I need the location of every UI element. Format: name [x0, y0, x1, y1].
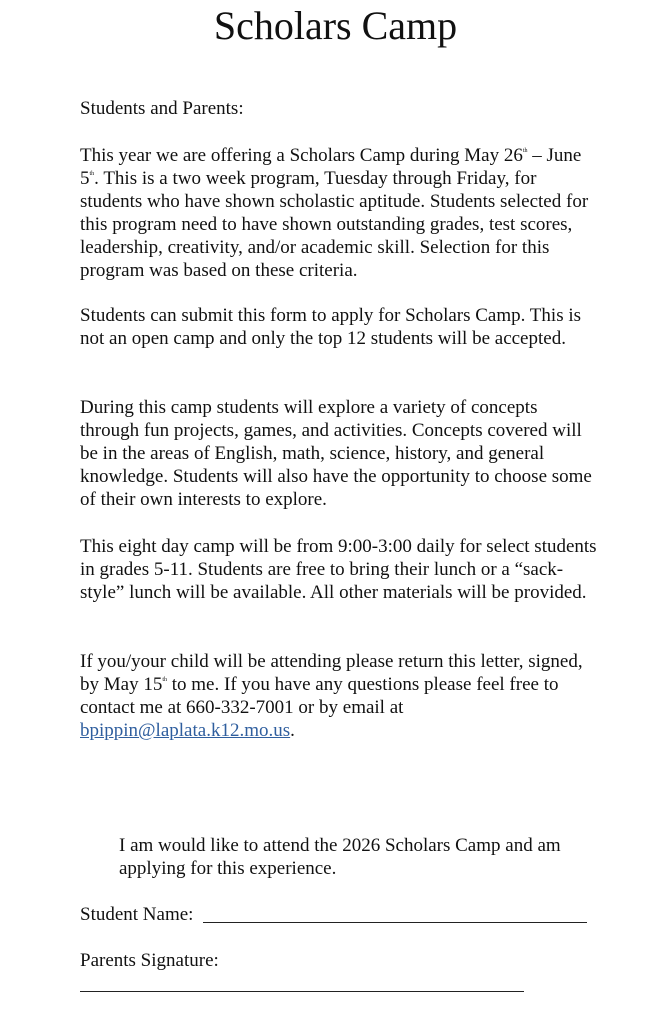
parent-signature-line[interactable]	[80, 991, 524, 992]
intro-text-1: This year we are offering a Scholars Camp during May 26	[80, 145, 523, 166]
activities-paragraph: During this camp students will explore a variety of concepts through fun projects, games, and activities. Concepts covered will be in the areas of English, math, science, history, and general knowledge. Students will also have the opportunity to choose some of their own interests to explore.	[80, 397, 592, 510]
ordinal-suffix: th	[89, 171, 95, 177]
student-name-line[interactable]	[203, 922, 587, 923]
application-paragraph: Students can submit this form to apply for Scholars Camp. This is not an open camp and only the top 12 students will be accepted.	[80, 305, 582, 349]
page-title: Scholars Camp	[213, 3, 458, 48]
schedule-paragraph: This eight day camp will be from 9:00-3:00 daily for select students in grades 5-11. Students are free to bring their lunch or a “sack-style” lunch will be available. All other materials will be provided.	[80, 536, 597, 603]
contact-paragraph	[80, 650, 600, 742]
salutation: Students and Parents:	[80, 98, 244, 119]
email-link[interactable]: bpippin@laplata.k12.mo.us	[80, 720, 291, 741]
intro-text-2: – June 5	[80, 145, 582, 189]
parent-signature-label: Parents Signature:	[80, 950, 219, 971]
intro-text-3: . This is a two week program, Tuesday through Friday, for students who have shown scholastic aptitude. Students selected for this program need to have shown outstanding grades, test scores, leadership, creativity, and/or academic skill. Selection for this program was based on these criteria.	[80, 168, 589, 281]
attendance-statement: I am would like to attend the 2026 Scholars Camp and am applying for this experience.	[119, 835, 561, 879]
intro-paragraph	[80, 144, 600, 282]
contact-text-3: .	[290, 720, 295, 741]
contact-text-1: If you/your child will be attending please return this letter, signed, by May 15	[80, 651, 583, 695]
student-name-label: Student Name:	[80, 904, 194, 925]
ordinal-suffix: th	[162, 677, 167, 683]
ordinal-suffix: th	[522, 148, 528, 154]
contact-text-2: to me. If you have any questions please feel free to contact me at 660-332-7001 or by email at	[80, 674, 559, 718]
